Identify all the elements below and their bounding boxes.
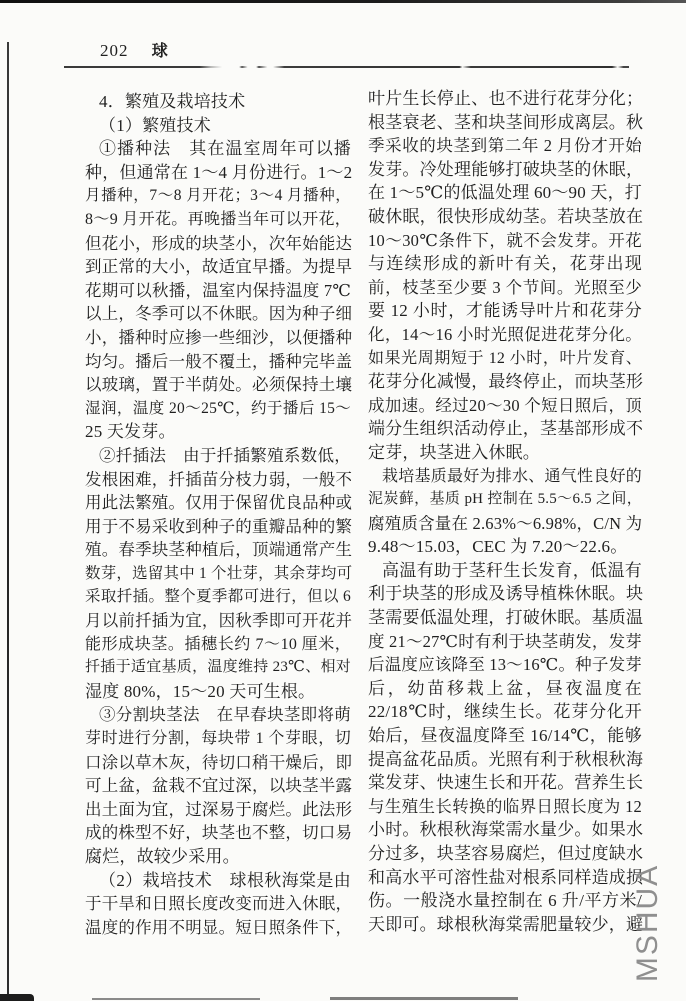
text-line: 种，但通常在 1～4 月份进行。1～2 — [85, 162, 353, 182]
text-line: 但花小，形成的块茎小，次年始能达 — [85, 233, 353, 253]
text-line: 花期可以秋播，温室内保持温度 7℃ — [85, 280, 351, 300]
text-line: 利于块茎的形成及诱导植株休眠。块 — [368, 584, 644, 604]
text-line: 腐烂，故较少采用。 — [85, 847, 240, 866]
text-line: 能形成块茎。插穗长约 7～10 厘米， — [85, 635, 351, 653]
text-line: 分过多，块茎容易腐烂，但过度缺水 — [368, 844, 644, 863]
text-line: 4．繁殖及栽培技术 — [99, 92, 246, 111]
text-line: 棠发芽、快速生长和开花。营养生长 — [368, 773, 644, 793]
text-line: 9.48～15.03，CEC 为 7.20～22.6。 — [368, 537, 628, 557]
text-line: 根茎衰老、茎和块茎间形成离层。秋 — [368, 112, 644, 132]
text-line: 叶片生长停止、也不进行花芽分化； — [368, 89, 644, 108]
text-line: 破休眠，很快形成幼茎。若块茎放在 — [368, 206, 644, 226]
text-line: 如果光周期短于 12 小时，叶片发育、 — [368, 349, 642, 367]
text-line: 10～30℃条件下，就不会发芽。开花 — [368, 230, 642, 250]
text-line: 发芽。冷处理能够打破块茎的休眠， — [368, 159, 644, 179]
scan-edge-top — [0, 0, 686, 3]
text-line: 茎需要低温处理，打破休眠。基质温 — [368, 608, 644, 628]
text-line: 出土面为宜，过深易于腐烂。此法形 — [85, 799, 353, 819]
text-line: 于干旱和日照长度改变而进入休眠， — [85, 894, 353, 914]
text-line: 和高水平可溶性盐对根系同样造成损 — [368, 867, 644, 887]
page-number: 202 — [100, 41, 129, 60]
text-line: 成的株型不好，块茎也不整，切口易 — [85, 823, 353, 843]
text-line: 在 1～5℃的低温处理 60～90 天，打 — [368, 183, 642, 203]
scan-smudge — [0, 994, 34, 1001]
running-title: 球 — [151, 43, 169, 60]
text-line: 发根困难，扦插苗分枝力弱，一般不 — [85, 469, 353, 489]
text-line: 栽培基质最好为排水、通气性良好的 — [382, 467, 642, 485]
text-line: （1）繁殖技术 — [99, 115, 211, 135]
watermark-mshua: MSHUA — [631, 863, 664, 983]
text-line: ②扦插法 由于扦插繁殖系数低， — [99, 445, 351, 465]
text-line: 定芽，块茎进入休眠。 — [368, 442, 540, 462]
scan-edge-left — [7, 42, 9, 1001]
text-line: 以玻璃，置于半荫处。必须保持土壤 — [85, 375, 353, 395]
page-header — [100, 38, 169, 61]
text-line: 以上，冬季可以不休眠。因为种子细 — [85, 304, 353, 324]
scan-smudge — [330, 997, 518, 1000]
text-line: 8～9 月开花。再晚播当年可以开花， — [85, 210, 351, 228]
text-line: 高温有助于茎秆生长发育，低温有 — [382, 560, 642, 580]
text-line: 腐殖质含量在 2.63%～6.98%，C/N 为 — [368, 513, 643, 533]
text-line: 25 天发芽。 — [85, 422, 176, 442]
text-line: 均匀。播后一般不覆土，播种完毕盖 — [85, 351, 353, 371]
text-line: 季采收的块茎到第二年 2 月份才开始 — [368, 136, 642, 156]
text-line: 月播种，7～8 月开花；3～4 月播种， — [85, 187, 351, 205]
text-line: 与生殖生长转换的临界日照长度为 12 — [368, 796, 642, 816]
text-line: 扦插于适宜基质，温度维持 23℃、相对 — [85, 659, 351, 676]
text-line: 后温度应该降至 13～16℃。种子发芽 — [368, 655, 642, 675]
text-line: 始后，昼夜温度降至 16/14℃，能够 — [368, 726, 642, 746]
text-line: 与连续形成的新叶有关，花芽出现 — [368, 254, 642, 274]
text-line: 采取扦插。整个夏季都可进行，但以 6 — [85, 588, 351, 606]
text-line: 口涂以草木灰，待切口稍干燥后，即 — [85, 752, 353, 772]
text-line: 22/18℃时，继续生长。花芽分化开 — [368, 702, 642, 722]
text-line: 伤。一般浇水量控制在 6 升/平方米/ — [368, 891, 642, 911]
text-line: （2）栽培技术 球根秋海棠是由 — [99, 870, 351, 890]
text-line: 泥炭藓，基质 pH 控制在 5.5～6.5 之间， — [368, 491, 642, 508]
text-line: 成加速。经过20～30 个短日照后，顶 — [368, 395, 642, 415]
text-line: 端分生组织活动停止，茎基部形成不 — [368, 419, 644, 439]
text-line: 芽时进行分割，每块带 1 个芽眼，切 — [85, 730, 351, 748]
text-line: 小时。秋根秋海棠需水量少。如果水 — [368, 820, 644, 840]
text-line: 可上盆，盆栽不宜过深，以块茎半露 — [85, 776, 353, 796]
text-line: 要 12 小时，才能诱导叶片和花芽分 — [368, 301, 642, 321]
text-line: 湿润，温度 20～25℃，约于播后 15～ — [85, 399, 351, 417]
text-line: 天即可。球根秋海棠需肥量较少，避 — [368, 914, 644, 934]
text-line: 花芽分化减慢，最终停止，而块茎形 — [368, 372, 644, 392]
text-line: 用此法繁殖。仅用于保留优良品种或 — [85, 493, 353, 513]
left-text-column — [85, 90, 351, 939]
scan-smudge — [92, 998, 260, 1000]
text-line: 湿度 80%，15～20 天可生根。 — [85, 681, 316, 701]
text-line: 小，播种时应掺一些细沙，以便播种 — [85, 327, 353, 347]
text-line: 殖。春季块茎种植后，顶端通常产生 — [85, 540, 353, 560]
text-line: 月以前扦插为宜，因秋季即可开花并 — [85, 611, 353, 631]
text-line: 后，幼苗移栽上盆，昼夜温度在 — [368, 678, 642, 698]
text-line: 化，14～16 小时光照促进花芽分化。 — [368, 324, 642, 344]
text-line: 度 21～27℃时有利于块茎萌发，发芽 — [368, 631, 642, 651]
text-line: 数芽，选留其中 1 个壮芽，其余芽均可 — [85, 564, 353, 582]
text-line: ①播种法 其在温室周年可以播 — [99, 139, 351, 159]
right-text-column — [368, 87, 642, 936]
text-line: 提高盆花品质。光照有利于秋根秋海 — [368, 749, 644, 769]
text-line: 前，枝茎至少要 3 个节间。光照至少 — [368, 277, 642, 297]
text-line: 温度的作用不明显。短日照条件下， — [85, 917, 353, 937]
text-line: 用于不易采收到种子的重瓣品种的繁 — [85, 516, 353, 536]
header-rule — [64, 66, 629, 68]
text-line: ③分割块茎法 在早春块茎即将萌 — [99, 705, 351, 725]
text-line: 到正常的大小，故适宜早播。为提早 — [85, 257, 353, 277]
